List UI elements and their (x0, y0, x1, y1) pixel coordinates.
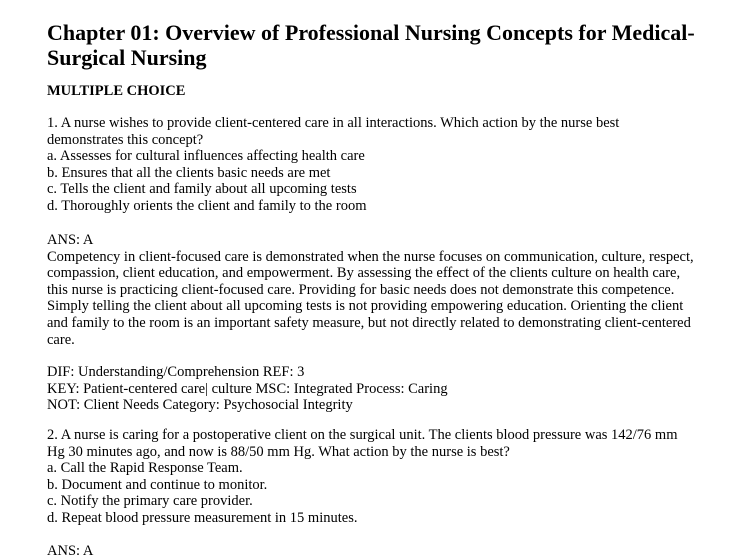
title-line: Chapter 01: Overview of Professional Nursing Concepts for Medical- (47, 20, 695, 45)
question-stem: Hg 30 minutes ago, and now is 88/50 mm Hg. What action by the nurse is best? (47, 443, 510, 460)
option-d: d. Repeat blood pressure measurement in 15 minutes. (47, 509, 358, 526)
rationale-line: compassion, client education, and empowerment. By assessing the effect of the clients culture on health care, (47, 265, 681, 282)
key-msc: KEY: Patient-centered care| culture MSC: Integrated Process: Caring (47, 380, 448, 397)
option-b: b. Ensures that all the clients basic needs are met (47, 164, 331, 181)
answer-2 (47, 543, 737, 560)
title-line: Surgical Nursing (47, 45, 207, 70)
question-stem: 1. A nurse wishes to provide client-centered care in all interactions. Which action by the nurse best (47, 115, 620, 131)
rationale-line: and family to the room is an important safety measure, but not directly related to demonstrating client-centered (47, 314, 691, 331)
answer-key: ANS: A (47, 543, 94, 559)
rationale-line: Competency in client-focused care is demonstrated when the nurse focuses on communication, culture, respect, (47, 248, 694, 265)
rationale-line: care. (47, 331, 75, 348)
option-b: b. Document and continue to monitor. (47, 476, 268, 493)
question-1 (47, 115, 737, 215)
chapter-title (47, 20, 727, 70)
client-needs: NOT: Client Needs Category: Psychosocial Integrity (47, 397, 353, 414)
option-c: c. Notify the primary care provider. (47, 493, 253, 510)
difficulty-reference: DIF: Understanding/Comprehension REF: 3 (47, 364, 305, 380)
answer-key: ANS: A (47, 232, 94, 248)
question-stem: demonstrates this concept? (47, 131, 204, 148)
option-c: c. Tells the client and family about all upcoming tests (47, 181, 357, 198)
answer-1 (47, 232, 737, 348)
option-a: a. Call the Rapid Response Team. (47, 460, 243, 477)
rationale-line: Simply telling the client about all upcoming tests is not providing empowering education. Orienting the client (47, 298, 684, 315)
question-2 (47, 427, 737, 527)
rationale-line: this nurse is practicing client-focused care. Providing for basic needs does not demonstrate this competence. (47, 281, 675, 298)
section-heading: MULTIPLE CHOICE (47, 83, 186, 99)
question-1-metadata (47, 364, 737, 414)
option-a: a. Assesses for cultural influences affecting health care (47, 148, 365, 165)
question-stem: 2. A nurse is caring for a postoperative client on the surgical unit. The clients blood pressure was 142/76 mm (47, 427, 678, 443)
option-d: d. Thoroughly orients the client and family to the room (47, 197, 367, 214)
